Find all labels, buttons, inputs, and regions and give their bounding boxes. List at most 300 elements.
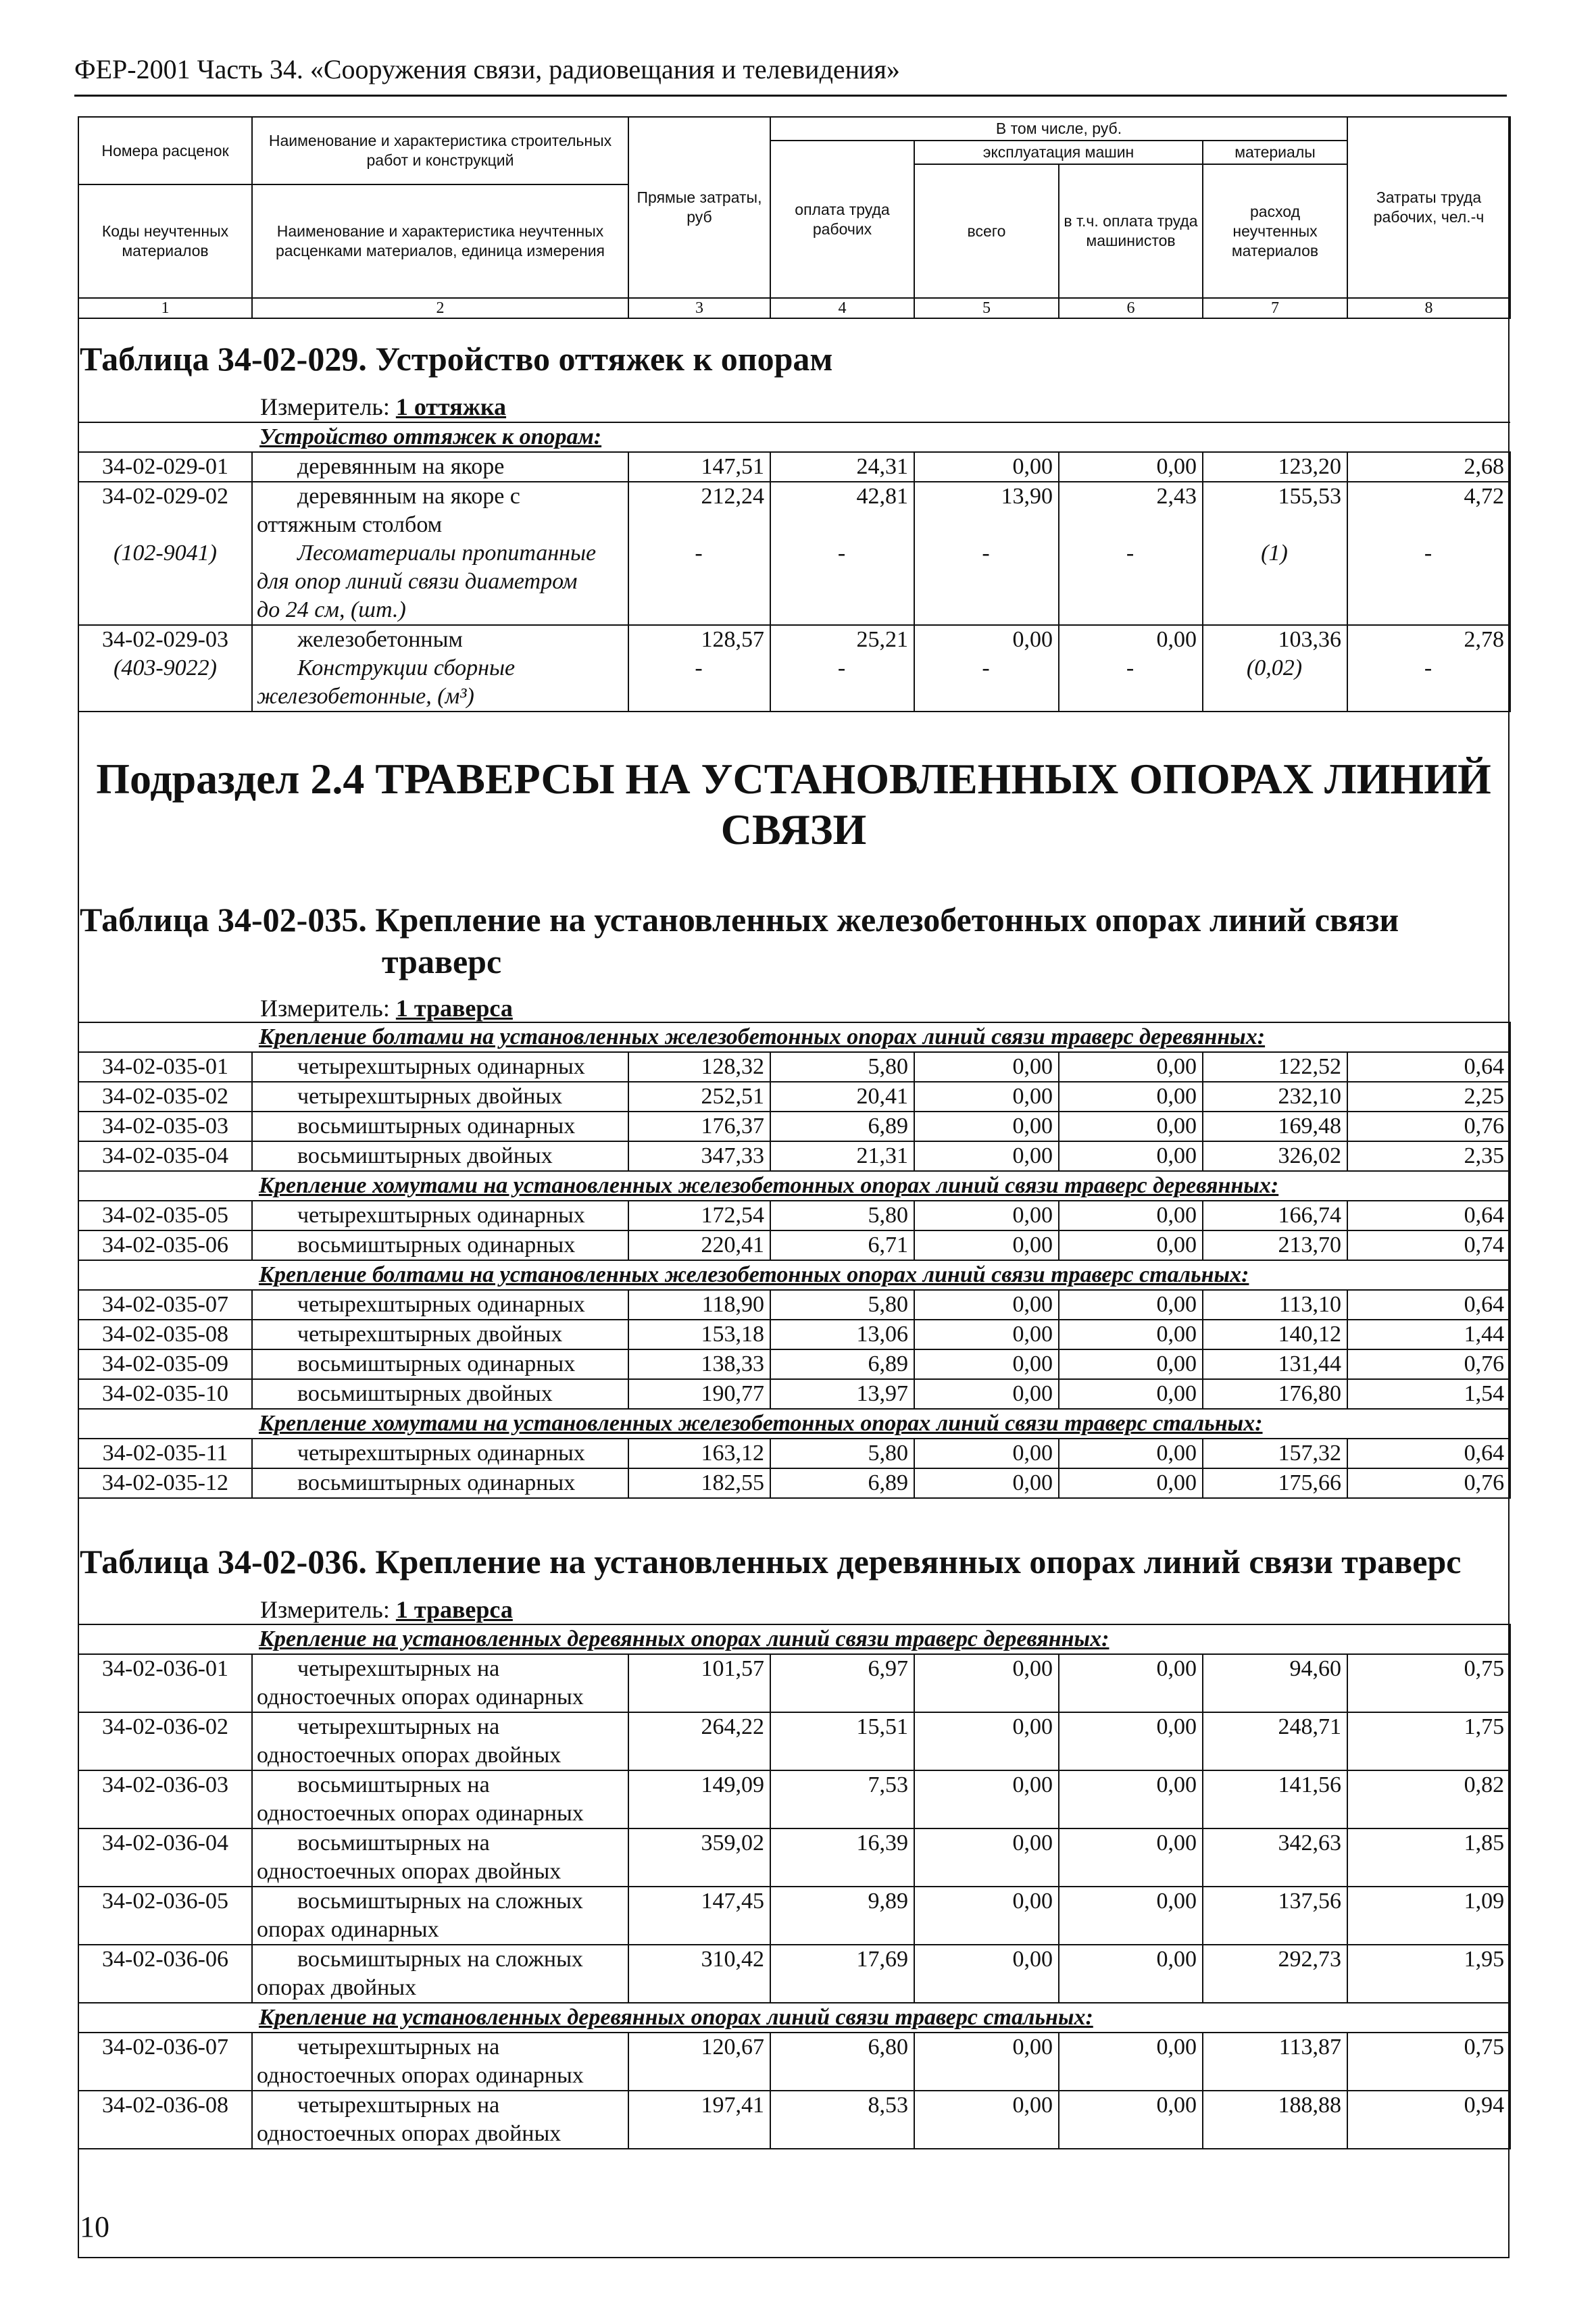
machinist-cost: 0,00	[1059, 1052, 1203, 1082]
table-row	[78, 1887, 1510, 1945]
unit-value: 1 оттяжка	[395, 393, 507, 420]
direct-cost: 182,55	[628, 1468, 770, 1498]
material-cost: 94,60	[1203, 1654, 1347, 1712]
machinist-cost: -	[1059, 539, 1203, 625]
col-number: 1	[78, 298, 252, 318]
labor-hours: 0,64	[1347, 1201, 1510, 1230]
machinist-cost: 0,00	[1059, 1349, 1203, 1379]
direct-cost: 212,24	[628, 482, 770, 539]
machine-cost: 0,00	[914, 1201, 1059, 1230]
machinist-cost: 0,00	[1059, 1082, 1203, 1112]
table-row	[78, 1945, 1510, 2003]
work-name	[252, 1052, 628, 1082]
labor-cost: 8,53	[770, 2091, 914, 2149]
work-name-line: четырехштырных одинарных	[297, 1292, 585, 1317]
material-code: (403-9022)	[78, 654, 252, 712]
machine-cost: 0,00	[914, 452, 1059, 482]
work-name	[252, 625, 628, 654]
work-name-line: восьмиштырных одинарных	[297, 1470, 576, 1495]
labor-cost: 6,97	[770, 1654, 914, 1712]
col5: всего	[914, 164, 1059, 298]
work-name-line: восьмиштырных одинарных	[297, 1351, 576, 1376]
machine-cost: 0,00	[914, 1112, 1059, 1141]
direct-cost: 128,32	[628, 1052, 770, 1082]
rate-code: 34-02-036-08	[78, 2091, 252, 2149]
col-number: 7	[1203, 298, 1347, 318]
table-row	[78, 1770, 1510, 1828]
work-name-line: четырехштырных на	[297, 2035, 500, 2060]
unit-prefix: Измеритель:	[260, 393, 390, 420]
col4: оплата труда рабочих	[770, 141, 914, 298]
labor-cost: 7,53	[770, 1770, 914, 1828]
table-row	[78, 1439, 1510, 1468]
material-cost: 169,48	[1203, 1112, 1347, 1141]
column-header-table	[78, 116, 1511, 319]
work-name	[252, 1141, 628, 1171]
machine-cost: -	[914, 539, 1059, 625]
direct-cost: 120,67	[628, 2033, 770, 2091]
direct-cost: 220,41	[628, 1230, 770, 1260]
work-name	[252, 1082, 628, 1112]
rate-code: 34-02-035-04	[78, 1141, 252, 1171]
material-cost: 292,73	[1203, 1945, 1347, 2003]
rate-code: 34-02-035-10	[78, 1379, 252, 1409]
labor-hours: 1,09	[1347, 1887, 1510, 1945]
work-name-line: железобетонным	[297, 627, 463, 652]
header-rule	[74, 95, 1507, 97]
rate-code: 34-02-029-03	[78, 625, 252, 654]
rate-code: 34-02-035-06	[78, 1230, 252, 1260]
table-row	[78, 1052, 1510, 1082]
direct-cost: 264,22	[628, 1712, 770, 1770]
rate-code: 34-02-036-04	[78, 1828, 252, 1887]
col-number: 2	[252, 298, 628, 318]
direct-cost: 252,51	[628, 1082, 770, 1112]
material-code: (102-9041)	[78, 539, 252, 625]
work-name-line: восьмиштырных двойных	[297, 1143, 553, 1168]
machine-cost: 0,00	[914, 1828, 1059, 1887]
rate-code: 34-02-035-07	[78, 1290, 252, 1320]
machine-cost: 0,00	[914, 1945, 1059, 2003]
running-header: ФЕР-2001 Часть 34. «Сооружения связи, радиовещания и телевидения»	[74, 54, 900, 84]
direct-cost: 153,18	[628, 1320, 770, 1349]
col1-top: Номера расценок	[78, 117, 252, 184]
machinist-cost: 0,00	[1059, 1439, 1203, 1468]
table-row	[78, 654, 1510, 712]
material-cost: 113,87	[1203, 2033, 1347, 2091]
labor-cost: 21,31	[770, 1141, 914, 1171]
rate-code: 34-02-035-03	[78, 1112, 252, 1141]
machine-cost: 0,00	[914, 625, 1059, 654]
group-label: Крепление болтами на установленных железобетонных опорах линий связи траверс стальных:	[78, 1260, 1510, 1290]
material-cost: 342,63	[1203, 1828, 1347, 1887]
work-name-line: оттяжным столбом	[257, 512, 443, 537]
table-row	[78, 1379, 1510, 1409]
table-row	[78, 1468, 1510, 1498]
machine-cost: 0,00	[914, 1290, 1059, 1320]
table-036-unit	[260, 1595, 513, 1624]
work-name	[252, 452, 628, 482]
work-name-line: одностоечных опорах одинарных	[257, 1801, 584, 1826]
machine-cost: 0,00	[914, 1230, 1059, 1260]
machinist-cost: 0,00	[1059, 1887, 1203, 1945]
unit-prefix: Измеритель:	[260, 995, 390, 1022]
direct-cost: 101,57	[628, 1654, 770, 1712]
labor-hours: 0,76	[1347, 1349, 1510, 1379]
work-name-line: четырехштырных одинарных	[297, 1203, 585, 1228]
work-name-line: четырехштырных одинарных	[297, 1054, 585, 1079]
labor-hours: 1,44	[1347, 1320, 1510, 1349]
work-name	[252, 1468, 628, 1498]
machinist-cost: 0,00	[1059, 625, 1203, 654]
table-row	[78, 1201, 1510, 1230]
labor-cost: 5,80	[770, 1052, 914, 1082]
col-number: 3	[628, 298, 770, 318]
rate-code: 34-02-029-01	[78, 452, 252, 482]
labor-cost: 6,80	[770, 2033, 914, 2091]
machinist-cost: 2,43	[1059, 482, 1203, 539]
table-row	[78, 1230, 1510, 1260]
group-label: Крепление на установленных деревянных опорах линий связи траверс стальных:	[78, 2003, 1510, 2033]
direct-cost: 172,54	[628, 1201, 770, 1230]
machinist-cost: 0,00	[1059, 1230, 1203, 1260]
machine-cost: 13,90	[914, 482, 1059, 539]
machinist-cost: 0,00	[1059, 1201, 1203, 1230]
col8: Затраты труда рабочих, чел.-ч	[1347, 117, 1510, 298]
machinist-cost: 0,00	[1059, 2033, 1203, 2091]
machinist-cost: 0,00	[1059, 2091, 1203, 2149]
labor-hours: 0,75	[1347, 1654, 1510, 1712]
table-row	[78, 2091, 1510, 2149]
machines-header: эксплуатация машин	[914, 141, 1203, 164]
machine-cost: 0,00	[914, 1887, 1059, 1945]
labor-cost: 9,89	[770, 1887, 914, 1945]
rate-code: 34-02-035-12	[78, 1468, 252, 1498]
machinist-cost: 0,00	[1059, 1828, 1203, 1887]
direct-cost: 176,37	[628, 1112, 770, 1141]
material-cost: 176,80	[1203, 1379, 1347, 1409]
col-number: 6	[1059, 298, 1203, 318]
labor-hours: 2,78	[1347, 625, 1510, 654]
machinist-cost: 0,00	[1059, 1320, 1203, 1349]
labor-cost: 6,89	[770, 1112, 914, 1141]
table-row	[78, 1141, 1510, 1171]
group-label: Крепление болтами на установленных железобетонных опорах линий связи траверс деревянных:	[78, 1022, 1510, 1052]
table-row	[78, 1828, 1510, 1887]
col-number: 8	[1347, 298, 1510, 318]
material-cost: 326,02	[1203, 1141, 1347, 1171]
direct-cost: 163,12	[628, 1439, 770, 1468]
work-name-line: восьмиштырных одинарных	[297, 1233, 576, 1258]
labor-cost: 13,06	[770, 1320, 914, 1349]
labor-hours: 2,25	[1347, 1082, 1510, 1112]
material-quantity: (1)	[1203, 539, 1347, 625]
labor-cost: 24,31	[770, 452, 914, 482]
labor-hours: 0,94	[1347, 2091, 1510, 2149]
machine-cost: 0,00	[914, 1770, 1059, 1828]
material-cost: 141,56	[1203, 1770, 1347, 1828]
work-name-line: опорах одинарных	[257, 1917, 439, 1942]
material-quantity: (0,02)	[1203, 654, 1347, 712]
table-035-unit	[260, 993, 513, 1023]
work-name	[252, 1887, 628, 1945]
table-row	[78, 1290, 1510, 1320]
direct-cost: 149,09	[628, 1770, 770, 1828]
machinist-cost: 0,00	[1059, 1141, 1203, 1171]
direct-cost: 310,42	[628, 1945, 770, 2003]
work-name	[252, 1112, 628, 1141]
table-row	[78, 1654, 1510, 1712]
labor-hours: 0,64	[1347, 1439, 1510, 1468]
col6: в т.ч. оплата труда машинистов	[1059, 164, 1203, 298]
table-035	[78, 1022, 1511, 1499]
labor-cost: 13,97	[770, 1379, 914, 1409]
table-036-title: Таблица 34-02-036. Крепление на установленных деревянных опорах линий связи траверс	[80, 1543, 1462, 1580]
direct-cost: 138,33	[628, 1349, 770, 1379]
labor-cost: -	[770, 654, 914, 712]
table-row	[78, 2033, 1510, 2091]
labor-hours: 1,95	[1347, 1945, 1510, 2003]
machine-cost: 0,00	[914, 1349, 1059, 1379]
labor-hours: 0,75	[1347, 2033, 1510, 2091]
labor-cost: 6,89	[770, 1349, 914, 1379]
material-name	[252, 654, 628, 712]
materials-header: материалы	[1203, 141, 1347, 164]
labor-cost: 6,89	[770, 1468, 914, 1498]
labor-hours: -	[1347, 539, 1510, 625]
group-label: Устройство оттяжек к опорам:	[78, 422, 1510, 452]
machinist-cost: 0,00	[1059, 1290, 1203, 1320]
unit-value: 1 траверса	[395, 1596, 513, 1623]
rate-code: 34-02-029-02	[78, 482, 252, 539]
material-name-line: для опор линий связи диаметром	[257, 569, 578, 594]
work-name-line: восьмиштырных двойных	[297, 1381, 553, 1406]
material-cost: 122,52	[1203, 1052, 1347, 1082]
machine-cost: 0,00	[914, 1712, 1059, 1770]
machinist-cost: 0,00	[1059, 1112, 1203, 1141]
table-029-title: Таблица 34-02-029. Устройство оттяжек к опорам	[80, 340, 833, 378]
col1-bottom: Коды неучтенных материалов	[78, 184, 252, 298]
work-name-line: восьмиштырных одинарных	[297, 1114, 576, 1139]
machine-cost: 0,00	[914, 1320, 1059, 1349]
labor-cost: 25,21	[770, 625, 914, 654]
machinist-cost: 0,00	[1059, 1712, 1203, 1770]
labor-cost: 6,71	[770, 1230, 914, 1260]
work-name-line: одностоечных опорах одинарных	[257, 2063, 584, 2088]
labor-cost: 5,80	[770, 1201, 914, 1230]
machine-cost: 0,00	[914, 2091, 1059, 2149]
work-name	[252, 1712, 628, 1770]
work-name	[252, 1349, 628, 1379]
machinist-cost: 0,00	[1059, 1945, 1203, 2003]
table-row	[78, 1349, 1510, 1379]
rate-code: 34-02-035-09	[78, 1349, 252, 1379]
rate-code: 34-02-036-01	[78, 1654, 252, 1712]
machine-cost: 0,00	[914, 1379, 1059, 1409]
labor-hours: 0,82	[1347, 1770, 1510, 1828]
work-name	[252, 1945, 628, 2003]
rate-code: 34-02-035-08	[78, 1320, 252, 1349]
machine-cost: 0,00	[914, 1468, 1059, 1498]
material-cost: 113,10	[1203, 1290, 1347, 1320]
material-cost: 123,20	[1203, 452, 1347, 482]
material-cost: 140,12	[1203, 1320, 1347, 1349]
table-029-unit	[260, 392, 506, 422]
work-name	[252, 1770, 628, 1828]
work-name-line: четырехштырных на	[297, 1714, 500, 1739]
material-name-line: Конструкции сборные	[297, 655, 516, 680]
machine-cost: 0,00	[914, 2033, 1059, 2091]
table-row	[78, 539, 1510, 625]
col2-bottom: Наименование и характеристика неучтенных расценками материалов, единица измерения	[252, 184, 628, 298]
table-029	[78, 422, 1511, 712]
labor-hours: 0,64	[1347, 1052, 1510, 1082]
labor-cost: 20,41	[770, 1082, 914, 1112]
work-name	[252, 482, 628, 539]
work-name-line: одностоечных опорах двойных	[257, 2121, 562, 2146]
labor-cost: 16,39	[770, 1828, 914, 1887]
labor-cost: -	[770, 539, 914, 625]
work-name-line: четырехштырных на	[297, 1656, 500, 1681]
labor-hours: 2,35	[1347, 1141, 1510, 1171]
work-name	[252, 1230, 628, 1260]
rate-code: 34-02-035-05	[78, 1201, 252, 1230]
direct-cost: 197,41	[628, 2091, 770, 2149]
direct-cost: -	[628, 539, 770, 625]
table-row	[78, 1320, 1510, 1349]
work-name-line: опорах двойных	[257, 1975, 417, 2000]
col-number: 4	[770, 298, 914, 318]
col-number: 5	[914, 298, 1059, 318]
rate-code: 34-02-035-02	[78, 1082, 252, 1112]
work-name-line: четырехштырных двойных	[297, 1322, 563, 1347]
direct-cost: 347,33	[628, 1141, 770, 1171]
rate-code: 34-02-036-03	[78, 1770, 252, 1828]
material-cost: 188,88	[1203, 2091, 1347, 2149]
direct-cost: 147,51	[628, 452, 770, 482]
rate-code: 34-02-035-11	[78, 1439, 252, 1468]
material-name	[252, 539, 628, 625]
work-name-line: восьмиштырных на сложных	[297, 1889, 583, 1914]
table-row	[78, 1082, 1510, 1112]
labor-cost: 15,51	[770, 1712, 914, 1770]
material-cost: 213,70	[1203, 1230, 1347, 1260]
work-name-line: деревянным на якоре с	[297, 484, 520, 509]
page-number: 10	[80, 2210, 109, 2243]
rate-code: 34-02-035-01	[78, 1052, 252, 1082]
work-name-line: четырехштырных двойных	[297, 1084, 563, 1109]
group-label: Крепление хомутами на установленных железобетонных опорах линий связи траверс стальных:	[78, 1409, 1510, 1439]
machinist-cost: 0,00	[1059, 452, 1203, 482]
labor-hours: 1,54	[1347, 1379, 1510, 1409]
machine-cost: 0,00	[914, 1439, 1059, 1468]
material-cost: 248,71	[1203, 1712, 1347, 1770]
table-row	[78, 625, 1510, 654]
col2-top: Наименование и характеристика строительных работ и конструкций	[252, 117, 628, 184]
work-name	[252, 1654, 628, 1712]
table-row	[78, 452, 1510, 482]
material-name-line: железобетонные, (м³)	[257, 684, 474, 709]
col3: Прямые затраты, руб	[628, 117, 770, 298]
labor-hours: 2,68	[1347, 452, 1510, 482]
work-name	[252, 1439, 628, 1468]
labor-cost: 5,80	[770, 1290, 914, 1320]
rate-code: 34-02-036-07	[78, 2033, 252, 2091]
work-name-line: одностоечных опорах одинарных	[257, 1685, 584, 1710]
material-cost: 131,44	[1203, 1349, 1347, 1379]
rate-code: 34-02-036-05	[78, 1887, 252, 1945]
work-name-line: одностоечных опорах двойных	[257, 1743, 562, 1768]
labor-hours: 0,76	[1347, 1468, 1510, 1498]
group-label: Крепление на установленных деревянных опорах линий связи траверс деревянных:	[78, 1624, 1510, 1654]
rate-code: 34-02-036-06	[78, 1945, 252, 2003]
work-name	[252, 2033, 628, 2091]
work-name-line: деревянным на якоре	[297, 454, 505, 479]
subsection-title-line2: СВЯЗИ	[720, 805, 867, 853]
work-name	[252, 1828, 628, 1887]
table-row	[78, 1112, 1510, 1141]
machine-cost: 0,00	[914, 1052, 1059, 1082]
material-cost: 166,74	[1203, 1201, 1347, 1230]
work-name-line: восьмиштырных на	[297, 1772, 490, 1797]
work-name-line: восьмиштырных на	[297, 1831, 490, 1856]
col7: расход неучтенных материалов	[1203, 164, 1347, 298]
direct-cost: 128,57	[628, 625, 770, 654]
material-name-line: до 24 см, (шт.)	[257, 597, 406, 622]
work-name-line: одностоечных опорах двойных	[257, 1859, 562, 1884]
machine-cost: 0,00	[914, 1654, 1059, 1712]
direct-cost: 359,02	[628, 1828, 770, 1887]
machinist-cost: 0,00	[1059, 1379, 1203, 1409]
material-cost: 137,56	[1203, 1887, 1347, 1945]
table-036	[78, 1624, 1511, 2149]
in-that-header: В том числе, руб.	[770, 117, 1347, 141]
labor-hours: 4,72	[1347, 482, 1510, 539]
machine-cost: -	[914, 654, 1059, 712]
machine-cost: 0,00	[914, 1141, 1059, 1171]
labor-cost: 42,81	[770, 482, 914, 539]
machinist-cost: 0,00	[1059, 1468, 1203, 1498]
machinist-cost: -	[1059, 654, 1203, 712]
direct-cost: 118,90	[628, 1290, 770, 1320]
column-numbers-row	[78, 298, 1510, 318]
labor-hours: 1,75	[1347, 1712, 1510, 1770]
labor-hours: 0,74	[1347, 1230, 1510, 1260]
work-name	[252, 1320, 628, 1349]
material-cost: 103,36	[1203, 625, 1347, 654]
table-row	[78, 1712, 1510, 1770]
rate-code: 34-02-036-02	[78, 1712, 252, 1770]
direct-cost: 190,77	[628, 1379, 770, 1409]
direct-cost: 147,45	[628, 1887, 770, 1945]
machinist-cost: 0,00	[1059, 1770, 1203, 1828]
material-cost: 155,53	[1203, 482, 1347, 539]
unit-value: 1 траверса	[395, 995, 513, 1022]
labor-hours: -	[1347, 654, 1510, 712]
material-cost: 175,66	[1203, 1468, 1347, 1498]
work-name	[252, 1290, 628, 1320]
material-cost: 232,10	[1203, 1082, 1347, 1112]
work-name	[252, 2091, 628, 2149]
table-035-title: Таблица 34-02-035. Крепление на установленных железобетонных опорах линий связи	[80, 901, 1399, 939]
table-035-title-cont: траверс	[382, 943, 502, 980]
labor-hours: 1,85	[1347, 1828, 1510, 1887]
labor-cost: 5,80	[770, 1439, 914, 1468]
machinist-cost: 0,00	[1059, 1654, 1203, 1712]
labor-hours: 0,76	[1347, 1112, 1510, 1141]
work-name-line: четырехштырных одинарных	[297, 1441, 585, 1466]
labor-hours: 0,64	[1347, 1290, 1510, 1320]
